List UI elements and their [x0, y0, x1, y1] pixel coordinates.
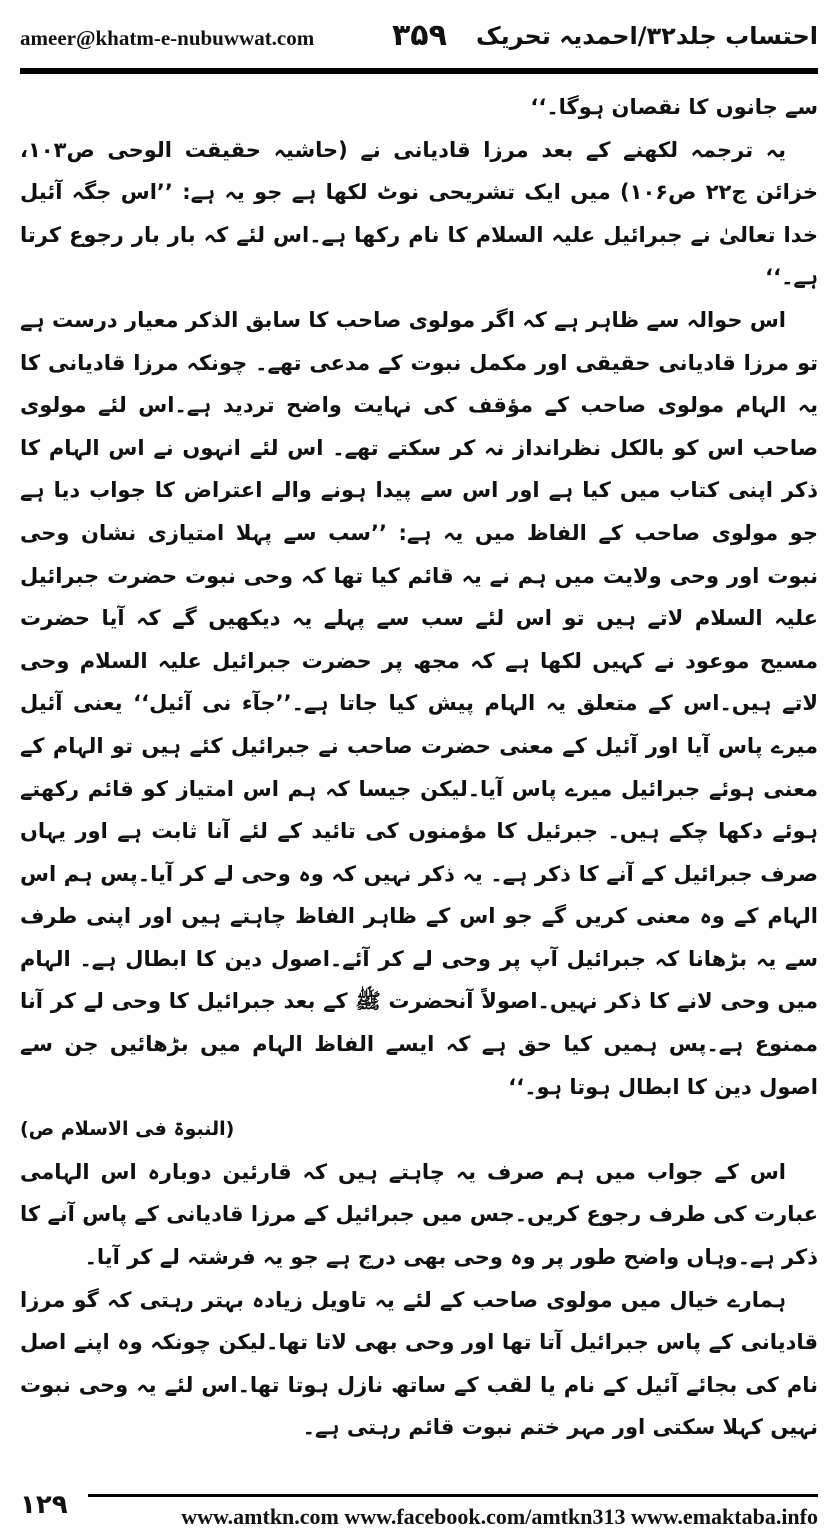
paragraph-4: اس کے جواب میں ہم صرف یہ چاہتے ہیں کہ قارئین دوبارہ اس الہامی عبارت کی طرف رجوع کریں۔جس میں جبرائیل کے مرزا قادیانی کے پاس آنے کا ذکر ہے۔وہاں واضح طور پر وہ وحی بھی درج ہے جو یہ فرشتہ لے کر آیا۔: [20, 1159, 818, 1270]
header-email[interactable]: ameer@khatm-e-nubuwwat.com: [20, 26, 315, 50]
paragraph-2: یہ ترجمہ لکھنے کے بعد مرزا قادیانی نے (حاشیہ حقیقت الوحی ص۱۰۳، خزائن ج۲۲ ص۱۰۶) میں ایک تشریحی نوٹ لکھا ہے جو یہ ہے: ’’اس جگہ آئیل خدا تعالیٰ نے جبرائیل علیہ السلام کا نام رکھا ہے۔اس لئے کہ بار بار رجوع کرتا ہے۔‘‘: [20, 137, 818, 290]
footer-divider: [88, 1494, 818, 1497]
citation-line: [20, 1108, 818, 1151]
header-page-number: ۳۵۹: [392, 18, 447, 53]
paragraph-1: سے جانوں کا نقصان ہوگا۔‘‘: [530, 95, 818, 119]
page-footer: [20, 1490, 818, 1530]
page-header: [20, 18, 818, 62]
body-text: [20, 86, 818, 1449]
paragraph-3: اس حوالہ سے ظاہر ہے کہ اگر مولوی صاحب کا سابق الذکر معیار درست ہے تو مرزا قادیانی حقیقی اور مکمل نبوت کے مدعی تھے۔ چونکہ مرزا قادیانی کا یہ الہام مولوی صاحب کے مؤقف کی نہایت واضح تردید ہے۔اس لئے مولوی صاحب اس کو بالکل نظرانداز نہ کر سکتے تھے۔ اس لئے انہوں نے اس الہام کا ذکر اپنی کتاب میں کیا ہے اور اس سے پیدا ہونے والے اعتراض کا جواب دیا ہے جو مولوی صاحب کے الفاظ میں یہ ہے: ’’سب سے پہلا امتیازی نشان وحی نبوت اور وحی ولایت میں ہم نے یہ قائم کیا تھا کہ وحی نبوت حضرت جبرائیل علیہ السلام لاتے ہیں تو اس لئے سب سے پہلے یہ دیکھیں گے کہ آیا حضرت مسیح موعود نے کہیں لکھا ہے کہ مجھ پر حضرت جبرائیل علیہ السلام وحی لاتے ہیں۔اس کے متعلق یہ الہام پیش کیا جاتا ہے۔’’جآء نی آئیل‘‘ یعنی آئیل میرے پاس آیا اور آئیل کے معنی حضرت صاحب نے جبرائیل کئے ہیں تو الہام کے معنی ہوئے جبرائیل میرے پاس آیا۔لیکن جیسا کہ ہم اس امتیاز کو قائم رکھتے ہوئے دکھا چکے ہیں۔ جبرئیل کا مؤمنوں کی تائید کے لئے آنا ثابت ہے اور یہاں صرف جبرائیل کے آنے کا ذکر ہے۔ یہ ذکر نہیں کہ وہ وحی لے کر آیا۔پس ہم اس الہام کے وہ معنی کریں گے جو اس کے ظاہر الفاظ چاہتے ہیں اور اپنی طرف سے یہ بڑھانا کہ جبرائیل آپ پر وحی لے کر آئے۔اصول دین کا ابطال ہے۔ الہام میں وحی لانے کا ذکر نہیں۔اصولاً آنحضرت ﷺ کے بعد جبرائیل کا وحی لے کر آنا ممنوع ہے۔پس ہمیں کیا حق ہے کہ ایسے الفاظ الہام میں بڑھائیں جن سے اصول دین کا ابطال ہوتا ہو۔‘‘: [20, 307, 818, 1099]
header-book-title: احتساب جلد۳۲/احمدیہ تحریک: [476, 22, 818, 50]
citation: (النبوۃ فی الاسلام ص): [20, 1118, 235, 1141]
paragraph-5: ہمارے خیال میں مولوی صاحب کے لئے یہ تاویل زیادہ بہتر رہتی کہ گو مرزا قادیانی کے پاس جبرائیل آتا تھا اور وحی بھی لاتا تھا۔لیکن چونکہ وہ اپنے اصل نام کی بجائے آئیل کے نام یا لقب کے ساتھ نازل ہوتا تھا۔اس لئے یہ وحی نبوت نہیں کہلا سکتی اور مہر ختم نبوت قائم رہتی ہے۔: [20, 1287, 818, 1440]
header-divider: [20, 68, 818, 74]
footer-links[interactable]: www.amtkn.com www.facebook.com/amtkn313 www.emaktaba.info: [181, 1504, 818, 1529]
footer-page-number: ۱۲۹: [20, 1490, 68, 1520]
